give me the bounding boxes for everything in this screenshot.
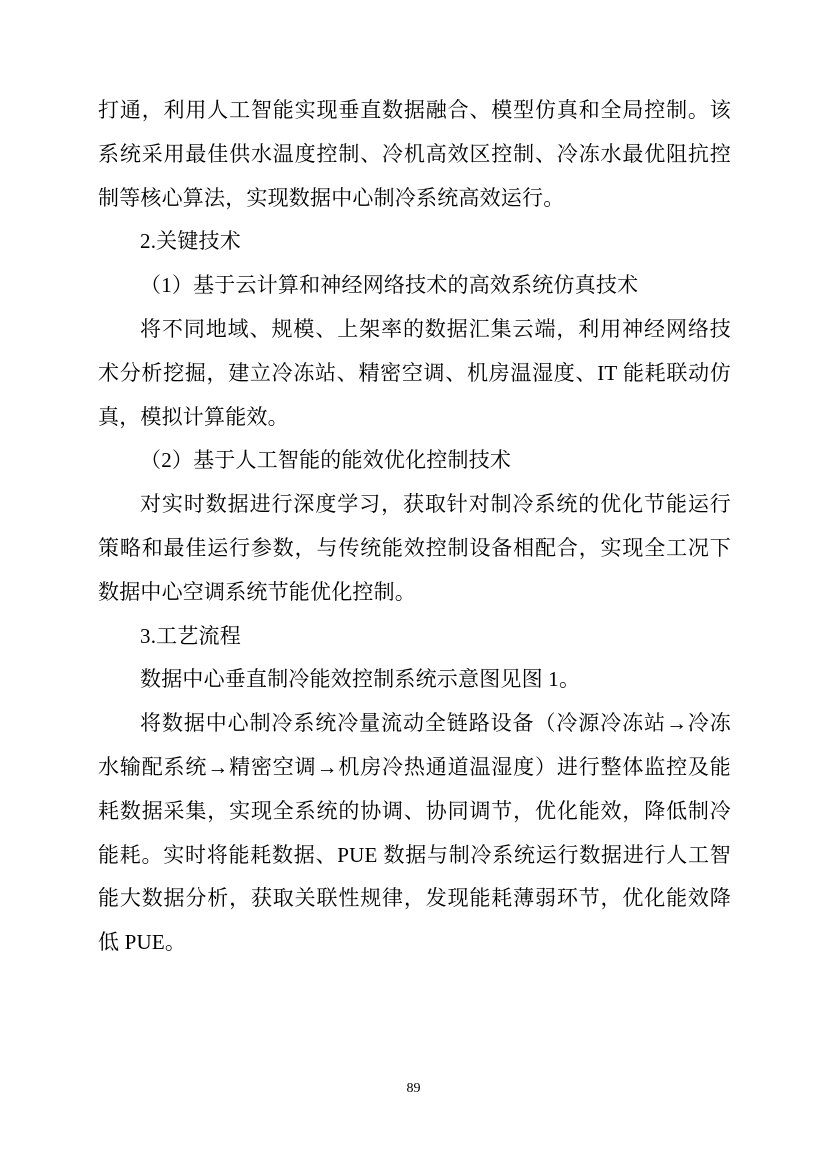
paragraph-heading-6: 3.工艺流程	[140, 623, 241, 648]
paragraph-subheading-2: （1）基于云计算和神经网络技术的高效系统仿真技术	[140, 273, 639, 298]
paragraph-body-7: 数据中心垂直制冷能效控制系统示意图见图 1。	[140, 667, 581, 692]
paragraph-body-8: 将数据中心制冷系统冷量流动全链路设备（冷源冷冻站→冷冻水输配系统→精密空调→机房冷热通道温湿度）进行整体监控及能耗数据采集，实现全系统的协调、协同调节，优化能效，降低制冷能耗。实时将能耗数据、PUE 数据与制冷系统运行数据进行人工智能大数据分析，获取关联性规律，发现能耗薄弱环节，优化能效降低 PUE。	[98, 711, 731, 955]
paragraph-body-continued-0: 打通，利用人工智能实现垂直数据融合、模型仿真和全局控制。该系统采用最佳供水温度控制、冷机高效区控制、冷冻水最优阻抗控制等核心算法，实现数据中心制冷系统高效运行。	[98, 98, 731, 210]
paragraph-heading-1: 2.关键技术	[140, 229, 241, 254]
paragraph-body-3: 将不同地域、规模、上架率的数据汇集云端，利用神经网络技术分析挖掘，建立冷冻站、精密空调、机房温湿度、IT 能耗联动仿真，模拟计算能效。	[98, 316, 731, 429]
document-content	[98, 89, 731, 965]
paragraph-subheading-4: （2）基于人工智能的能效优化控制技术	[140, 448, 512, 473]
paragraph-body-5: 对实时数据进行深度学习，获取针对制冷系统的优化节能运行策略和最佳运行参数，与传统能效控制设备相配合，实现全工况下数据中心空调系统节能优化控制。	[98, 492, 731, 604]
page-number: 89	[406, 1081, 421, 1096]
